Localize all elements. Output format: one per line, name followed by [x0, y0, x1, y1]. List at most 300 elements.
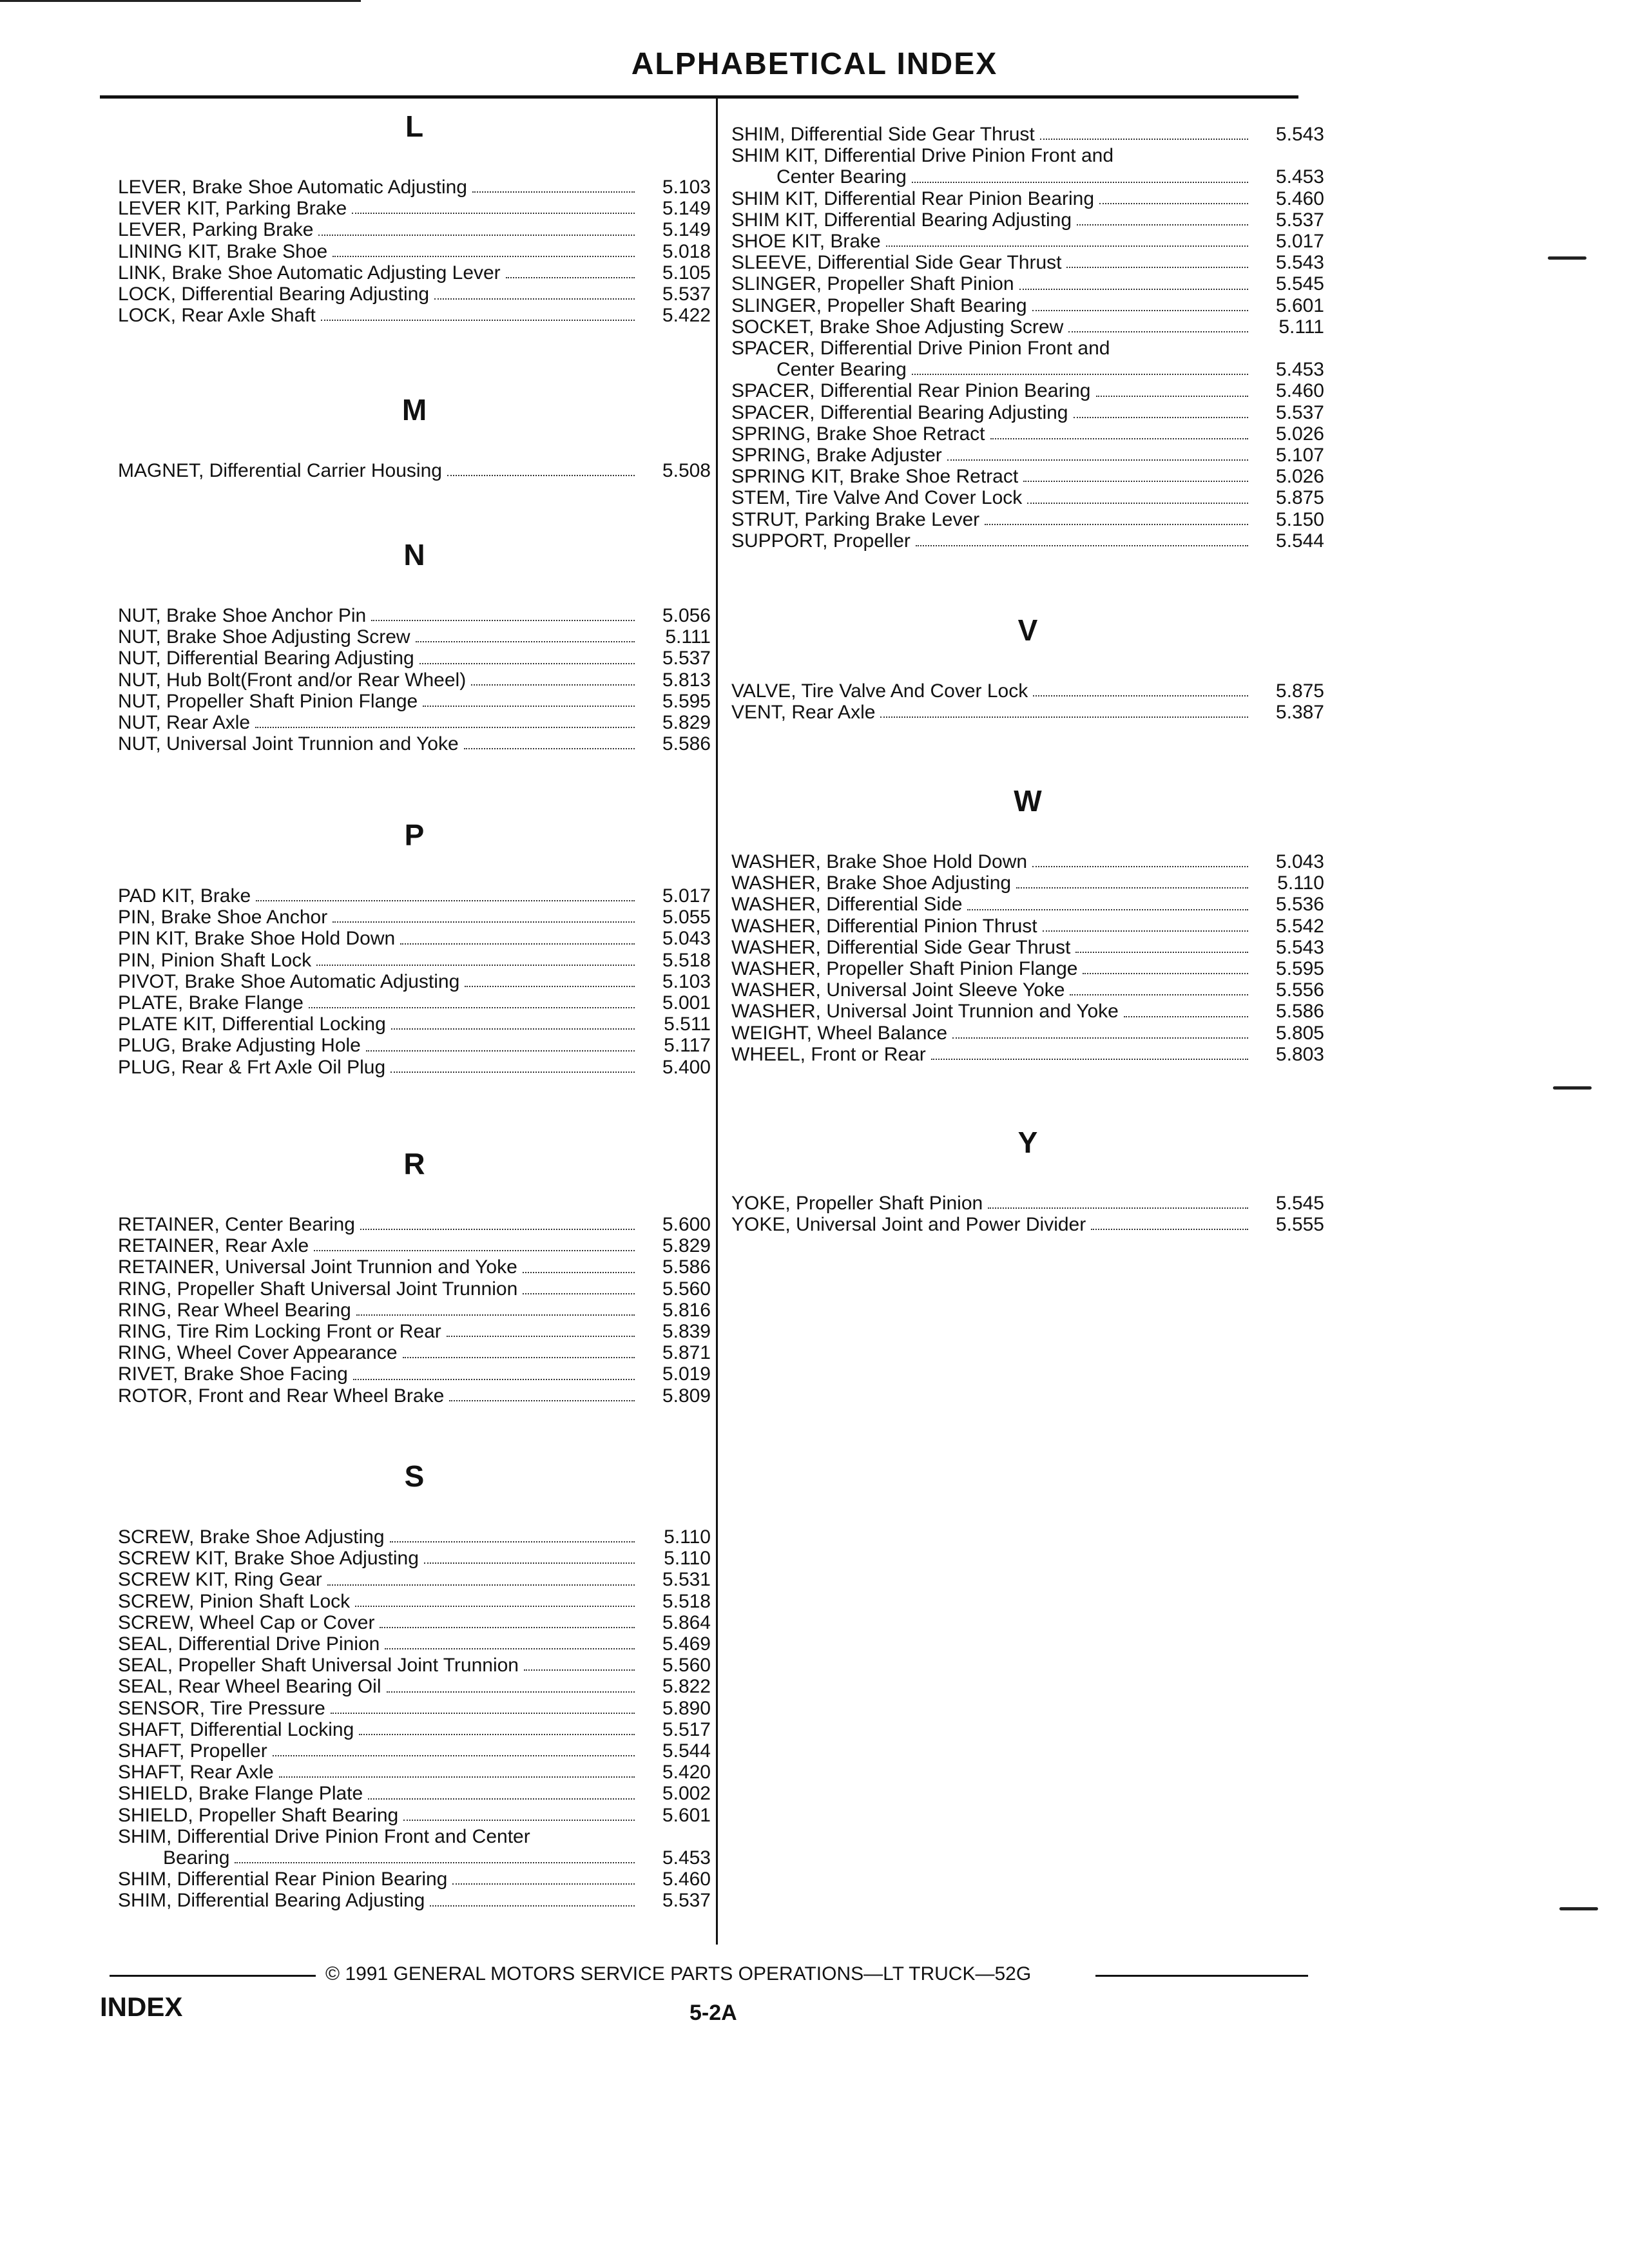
- entry-page-number: 5.537: [662, 1890, 711, 1912]
- title-rule: [100, 95, 1298, 99]
- index-section: [118, 1459, 711, 1912]
- section-letter: S: [404, 1459, 425, 1493]
- dot-leader: [309, 1007, 635, 1008]
- index-entry: [731, 466, 1324, 487]
- footer-copyright: © 1991 GENERAL MOTORS SERVICE PARTS OPERATIONS—LT TRUCK—52G: [325, 1963, 1032, 1984]
- index-entry: [731, 1214, 1324, 1235]
- entry-name: NUT, Differential Bearing Adjusting: [118, 648, 414, 669]
- entry-page-number: 5.543: [1275, 252, 1324, 274]
- entry-page-number: 5.601: [1275, 294, 1324, 316]
- index-entry: [731, 166, 1324, 187]
- index-entry: [118, 1719, 711, 1740]
- entry-name: SENSOR, Tire Pressure: [118, 1697, 325, 1719]
- entry-page-number: 5.518: [662, 949, 711, 971]
- index-entry: [118, 733, 711, 754]
- entry-name: VENT, Rear Axle: [731, 702, 876, 724]
- dot-leader: [452, 1883, 635, 1885]
- entry-page-number: 5.460: [1275, 187, 1324, 209]
- dot-leader: [1066, 267, 1248, 268]
- index-section: [118, 110, 711, 326]
- dot-leader: [256, 900, 635, 901]
- entry-page-number: 5.469: [662, 1633, 711, 1655]
- entry-name: SHAFT, Rear Axle: [118, 1762, 274, 1783]
- dot-leader: [524, 1669, 635, 1671]
- dot-leader: [355, 1606, 635, 1607]
- entry-name: SHIM, Differential Rear Pinion Bearing: [118, 1869, 448, 1890]
- dot-leader: [912, 182, 1248, 183]
- entry-name: YOKE, Propeller Shaft Pinion: [731, 1193, 983, 1214]
- entry-page-number: 5.018: [662, 240, 711, 262]
- index-entry: [731, 295, 1324, 316]
- entry-name: RETAINER, Center Bearing: [118, 1214, 355, 1235]
- index-entry: [731, 937, 1324, 958]
- entry-page-number: 5.586: [662, 733, 711, 755]
- entry-page-number: 5.556: [1275, 979, 1324, 1001]
- entry-name: PLATE, Brake Flange: [118, 992, 304, 1014]
- dot-leader: [1091, 1229, 1248, 1230]
- index-entry: [118, 1363, 711, 1385]
- entry-name: LOCK, Differential Bearing Adjusting: [118, 284, 430, 305]
- entry-page-number: 5.537: [1275, 401, 1324, 423]
- entry-page-number: 5.400: [662, 1056, 711, 1078]
- entry-name: NUT, Hub Bolt(Front and/or Rear Wheel): [118, 669, 467, 691]
- entry-page-number: 5.544: [1275, 530, 1324, 552]
- entry-page-number: 5.107: [1275, 445, 1324, 466]
- index-entry: [731, 145, 1324, 166]
- entry-name: NUT, Propeller Shaft Pinion Flange: [118, 690, 418, 712]
- entry-page-number: 5.890: [662, 1697, 711, 1719]
- entry-page-number: 5.864: [662, 1611, 711, 1633]
- entry-name: MAGNET, Differential Carrier Housing: [118, 460, 442, 481]
- dot-leader: [1027, 503, 1248, 504]
- section-letter: N: [403, 538, 425, 572]
- index-entry: [731, 231, 1324, 252]
- index-entry: [118, 1805, 711, 1826]
- dot-leader: [403, 1820, 635, 1821]
- entry-page-number: 5.544: [662, 1740, 711, 1762]
- dot-leader: [1033, 695, 1248, 697]
- section-letter: M: [401, 393, 427, 427]
- dot-leader: [314, 1250, 635, 1251]
- entry-page-number: 5.017: [662, 885, 711, 907]
- index-entry: [118, 1890, 711, 1911]
- entry-name: PIVOT, Brake Shoe Automatic Adjusting: [118, 970, 460, 992]
- entry-page-number: 5.002: [662, 1783, 711, 1805]
- dot-leader: [416, 641, 635, 642]
- dot-leader: [931, 1059, 1248, 1060]
- entry-name: SLINGER, Propeller Shaft Pinion: [731, 273, 1014, 295]
- index-entry: [118, 992, 711, 1014]
- dot-leader: [952, 1037, 1248, 1039]
- dot-leader: [385, 1648, 635, 1649]
- index-entry: [731, 338, 1324, 359]
- entry-name: SHIM, Differential Side Gear Thrust: [731, 124, 1035, 145]
- entry-page-number: 5.149: [662, 219, 711, 241]
- entry-page-number: 5.595: [662, 690, 711, 712]
- column-divider: [716, 98, 718, 1945]
- index-entry: [118, 1526, 711, 1548]
- dot-leader: [1074, 417, 1249, 418]
- entry-name: PLUG, Brake Adjusting Hole: [118, 1035, 361, 1057]
- dot-leader: [523, 1293, 635, 1294]
- index-entry: [118, 1014, 711, 1035]
- index-entry: [118, 1655, 711, 1676]
- entry-name: WASHER, Differential Side Gear Thrust: [731, 936, 1071, 958]
- scan-mark: [1548, 256, 1586, 260]
- index-entry: [118, 1548, 711, 1569]
- entry-page-number: 5.555: [1275, 1214, 1324, 1236]
- entry-name: WASHER, Differential Pinion Thrust: [731, 915, 1037, 937]
- index-entry: [118, 1676, 711, 1697]
- entry-name: LINK, Brake Shoe Automatic Adjusting Lever: [118, 262, 501, 284]
- entry-name: SCREW, Pinion Shaft Lock: [118, 1590, 351, 1612]
- dot-leader: [352, 213, 635, 214]
- index-entry: [118, 1591, 711, 1612]
- entry-page-number: 5.111: [1278, 316, 1324, 338]
- entry-name: SHIELD, Brake Flange Plate: [118, 1783, 363, 1805]
- index-section: [118, 818, 711, 1078]
- entry-name: LINING KIT, Brake Shoe: [118, 240, 328, 262]
- entry-page-number: 5.805: [1275, 1022, 1324, 1044]
- entry-page-number: 5.871: [662, 1342, 711, 1364]
- index-entry: [118, 1214, 711, 1235]
- dot-leader: [523, 1272, 635, 1273]
- dot-leader: [916, 545, 1248, 546]
- index-entry: [731, 487, 1324, 508]
- entry-name: SCREW KIT, Ring Gear: [118, 1569, 322, 1591]
- dot-leader: [990, 438, 1249, 439]
- dot-leader: [255, 727, 635, 728]
- entry-name: RING, Tire Rim Locking Front or Rear: [118, 1321, 441, 1343]
- dot-leader: [1023, 481, 1248, 482]
- dot-leader: [471, 684, 635, 686]
- entry-name: PIN, Pinion Shaft Lock: [118, 949, 312, 971]
- dot-leader: [333, 921, 635, 923]
- index-entry: [731, 702, 1324, 723]
- entry-page-number: 5.600: [662, 1214, 711, 1235]
- index-section: [731, 784, 1324, 1065]
- section-letter: V: [1017, 613, 1038, 647]
- entry-page-number: 5.595: [1275, 958, 1324, 980]
- entry-name: WASHER, Propeller Shaft Pinion Flange: [731, 958, 1078, 980]
- entry-page-number: 5.545: [1275, 1193, 1324, 1214]
- entry-name: SHIM, Differential Bearing Adjusting: [118, 1890, 425, 1912]
- entry-page-number: 5.542: [1275, 915, 1324, 937]
- footer-rule-right: [1095, 1975, 1308, 1977]
- dot-leader: [434, 298, 635, 300]
- dot-leader: [273, 1755, 635, 1756]
- entry-name: RIVET, Brake Shoe Facing: [118, 1363, 348, 1385]
- entry-page-number: 5.586: [662, 1256, 711, 1278]
- dot-leader: [1016, 887, 1248, 889]
- dot-leader: [368, 1798, 635, 1800]
- entry-page-number: 5.056: [662, 605, 711, 626]
- entry-name: RETAINER, Universal Joint Trunnion and Yoke: [118, 1256, 517, 1278]
- index-entry: [118, 1385, 711, 1407]
- index-entry: [118, 626, 711, 648]
- dot-leader: [506, 277, 635, 278]
- entry-name: SPRING, Brake Adjuster: [731, 445, 942, 466]
- index-section: [118, 393, 711, 481]
- dot-leader: [327, 1584, 635, 1586]
- index-entry: [118, 1633, 711, 1655]
- dot-leader: [424, 1562, 635, 1564]
- dot-leader: [1099, 203, 1248, 204]
- entry-page-number: 5.017: [1275, 231, 1324, 253]
- dot-leader: [447, 475, 635, 476]
- entry-name: YOKE, Universal Joint and Power Divider: [731, 1214, 1086, 1236]
- entry-page-number: 5.560: [662, 1655, 711, 1677]
- entry-page-number: 5.829: [662, 712, 711, 734]
- entry-name: SCREW KIT, Brake Shoe Adjusting: [118, 1548, 419, 1570]
- entry-page-number: 5.822: [662, 1676, 711, 1698]
- index-entry: [118, 669, 711, 691]
- entry-page-number: 5.043: [1275, 851, 1324, 872]
- entry-name: SPRING, Brake Shoe Retract: [731, 423, 985, 445]
- entry-page-number: 5.019: [662, 1363, 711, 1385]
- entry-page-number: 5.460: [662, 1869, 711, 1890]
- entry-name: SCREW, Wheel Cap or Cover: [118, 1611, 375, 1633]
- entry-page-number: 5.149: [662, 198, 711, 220]
- entry-page-number: 5.536: [1275, 894, 1324, 916]
- dot-leader: [886, 245, 1248, 247]
- entry-name: SPACER, Differential Bearing Adjusting: [731, 401, 1068, 423]
- index-entry: [731, 509, 1324, 530]
- entry-page-number: 5.803: [1275, 1043, 1324, 1065]
- index-entry: [118, 1762, 711, 1783]
- index-entry: [731, 958, 1324, 979]
- entry-name: LEVER KIT, Parking Brake: [118, 198, 347, 220]
- entry-name: RING, Rear Wheel Bearing: [118, 1299, 351, 1321]
- index-entry: [118, 198, 711, 219]
- index-entry: [731, 188, 1324, 209]
- entry-page-number: 5.453: [662, 1847, 711, 1869]
- entry-name: SEAL, Propeller Shaft Universal Joint Trunnion: [118, 1655, 519, 1677]
- entry-name: NUT, Universal Joint Trunnion and Yoke: [118, 733, 459, 755]
- section-letter: L: [405, 110, 424, 143]
- dot-leader: [1019, 289, 1248, 290]
- dot-leader: [1032, 866, 1248, 867]
- entry-page-number: 5.001: [662, 992, 711, 1014]
- entry-name: PLATE KIT, Differential Locking: [118, 1014, 386, 1035]
- entry-name: SCREW, Brake Shoe Adjusting: [118, 1526, 385, 1548]
- entry-name: VALVE, Tire Valve And Cover Lock: [731, 680, 1028, 702]
- entry-name: SEAL, Rear Wheel Bearing Oil: [118, 1676, 381, 1698]
- entry-page-number: 5.560: [662, 1278, 711, 1300]
- dot-leader: [465, 986, 635, 987]
- entry-page-number: 5.875: [1275, 680, 1324, 702]
- index-entry: [731, 445, 1324, 466]
- entry-page-number: 5.117: [664, 1035, 711, 1057]
- index-entry: [118, 241, 711, 262]
- index-entry: [731, 894, 1324, 915]
- index-entry: [731, 979, 1324, 1001]
- index-entry: [731, 1193, 1324, 1214]
- entry-name: WASHER, Brake Shoe Adjusting: [731, 872, 1012, 894]
- entry-page-number: 5.543: [1275, 936, 1324, 958]
- index-entry: [118, 1321, 711, 1342]
- dot-leader: [321, 320, 635, 321]
- dot-leader: [464, 748, 635, 749]
- dot-leader: [366, 1050, 635, 1052]
- dot-leader: [235, 1862, 635, 1863]
- entry-name: RING, Propeller Shaft Universal Joint Trunnion: [118, 1278, 518, 1300]
- entry-name: SHIELD, Propeller Shaft Bearing: [118, 1804, 399, 1826]
- index-entry: [118, 691, 711, 712]
- entry-name: SLEEVE, Differential Side Gear Thrust: [731, 252, 1062, 274]
- entry-name: SPRING KIT, Brake Shoe Retract: [731, 466, 1019, 488]
- entry-name: SHAFT, Differential Locking: [118, 1718, 354, 1740]
- entry-name: SHIM KIT, Differential Rear Pinion Bearing: [731, 187, 1095, 209]
- entry-page-number: 5.105: [662, 262, 711, 284]
- entry-page-number: 5.829: [662, 1235, 711, 1257]
- index-section: [118, 538, 711, 754]
- entry-page-number: 5.453: [1275, 166, 1324, 188]
- entry-name: NUT, Brake Shoe Adjusting Screw: [118, 626, 410, 648]
- dot-leader: [1040, 139, 1248, 140]
- index-entry: [731, 402, 1324, 423]
- entry-page-number: 5.537: [662, 284, 711, 305]
- entry-page-number: 5.545: [1275, 273, 1324, 295]
- entry-name: RING, Wheel Cover Appearance: [118, 1342, 398, 1364]
- index-section: [731, 124, 1324, 552]
- dot-leader: [1043, 930, 1248, 932]
- entry-name: NUT, Rear Axle: [118, 712, 251, 734]
- index-entry: [731, 916, 1324, 937]
- index-entry: [118, 648, 711, 669]
- section-letter: Y: [1017, 1126, 1038, 1159]
- entry-name: SOCKET, Brake Shoe Adjusting Screw: [731, 316, 1064, 338]
- entry-page-number: 5.809: [662, 1385, 711, 1407]
- dot-leader: [356, 1314, 635, 1316]
- index-section: [118, 1147, 711, 1407]
- dot-leader: [371, 620, 635, 621]
- dot-leader: [1070, 994, 1248, 995]
- entry-page-number: 5.420: [662, 1762, 711, 1783]
- index-entry: [118, 885, 711, 907]
- entry-page-number: 5.517: [662, 1718, 711, 1740]
- dot-leader: [400, 943, 635, 945]
- entry-name: RETAINER, Rear Axle: [118, 1235, 309, 1257]
- entry-page-number: 5.110: [664, 1526, 711, 1548]
- entry-page-number: 5.839: [662, 1321, 711, 1343]
- entry-name: WASHER, Universal Joint Trunnion and Yoke: [731, 1001, 1119, 1023]
- index-entry: [731, 273, 1324, 294]
- dot-leader: [912, 374, 1248, 375]
- index-entry: [731, 423, 1324, 445]
- index-entry: [731, 872, 1324, 894]
- dot-leader: [387, 1691, 635, 1693]
- entry-name: NUT, Brake Shoe Anchor Pin: [118, 605, 367, 626]
- index-entry: [118, 219, 711, 240]
- dot-leader: [967, 909, 1248, 910]
- index-entry: [731, 851, 1324, 872]
- dot-leader: [1083, 973, 1248, 974]
- entry-page-number: 5.111: [665, 626, 711, 648]
- index-entry: [118, 460, 711, 481]
- index-entry: [118, 305, 711, 326]
- dot-leader: [430, 1905, 635, 1907]
- index-entry: [118, 1869, 711, 1890]
- entry-name: LEVER, Parking Brake: [118, 219, 314, 241]
- entry-name: WASHER, Differential Side: [731, 894, 963, 916]
- dot-leader: [880, 716, 1248, 718]
- entry-page-number: 5.110: [664, 1548, 711, 1570]
- scan-corner-line: [0, 0, 361, 2]
- dot-leader: [1124, 1016, 1248, 1017]
- index-entry: [731, 359, 1324, 380]
- entry-name: WEIGHT, Wheel Balance: [731, 1022, 948, 1044]
- dot-leader: [1077, 224, 1248, 226]
- index-entry: [118, 177, 711, 198]
- dot-leader: [380, 1627, 635, 1628]
- index-entry: [118, 1057, 711, 1078]
- section-letter: R: [403, 1147, 425, 1180]
- entry-name: SLINGER, Propeller Shaft Bearing: [731, 294, 1027, 316]
- index-entry: [118, 1300, 711, 1321]
- entry-page-number: 5.103: [662, 970, 711, 992]
- entry-page-number: 5.055: [662, 907, 711, 928]
- index-entry: [731, 209, 1324, 231]
- index-entry: [118, 1698, 711, 1719]
- index-entry: [118, 605, 711, 626]
- dot-leader: [390, 1541, 635, 1542]
- index-entry: [118, 1035, 711, 1056]
- entry-page-number: 5.511: [664, 1014, 711, 1035]
- entry-page-number: 5.026: [1275, 423, 1324, 445]
- entry-page-number: 5.537: [1275, 209, 1324, 231]
- entry-page-number: 5.110: [1277, 872, 1324, 894]
- index-entry: [118, 1278, 711, 1300]
- entry-name: Center Bearing: [776, 166, 907, 188]
- index-entry: [118, 712, 711, 733]
- index-entry: [731, 380, 1324, 401]
- dot-leader: [1032, 310, 1248, 311]
- entry-name: SHAFT, Propeller: [118, 1740, 267, 1762]
- index-entry: [118, 1256, 711, 1278]
- entry-name: WASHER, Brake Shoe Hold Down: [731, 851, 1028, 872]
- dot-leader: [333, 256, 635, 257]
- index-entry: [118, 1847, 711, 1869]
- index-entry: [118, 971, 711, 992]
- index-entry: [118, 1342, 711, 1363]
- dot-leader: [359, 1734, 635, 1735]
- entry-page-number: 5.387: [1275, 702, 1324, 724]
- section-letter: W: [1014, 784, 1042, 818]
- entry-page-number: 5.816: [662, 1299, 711, 1321]
- entry-name: SEAL, Differential Drive Pinion: [118, 1633, 380, 1655]
- scan-mark: [1559, 1907, 1598, 1910]
- entry-page-number: 5.026: [1275, 466, 1324, 488]
- index-entry: [731, 124, 1324, 145]
- entry-page-number: 5.518: [662, 1590, 711, 1612]
- index-section: [731, 613, 1324, 723]
- entry-name: SHOE KIT, Brake: [731, 231, 881, 253]
- index-entry: [731, 1044, 1324, 1065]
- entry-page-number: 5.586: [1275, 1001, 1324, 1023]
- entry-name: PIN, Brake Shoe Anchor: [118, 907, 328, 928]
- dot-leader: [279, 1776, 635, 1778]
- dot-leader: [403, 1357, 635, 1358]
- dot-leader: [318, 235, 635, 236]
- entry-page-number: 5.103: [662, 177, 711, 198]
- section-letter: P: [404, 818, 425, 852]
- entry-name: Bearing: [163, 1847, 230, 1869]
- entry-name: SHIM KIT, Differential Bearing Adjusting: [731, 209, 1072, 231]
- entry-name: PLUG, Rear & Frt Axle Oil Plug: [118, 1056, 386, 1078]
- index-entry: [118, 262, 711, 284]
- index-entry: [731, 316, 1324, 338]
